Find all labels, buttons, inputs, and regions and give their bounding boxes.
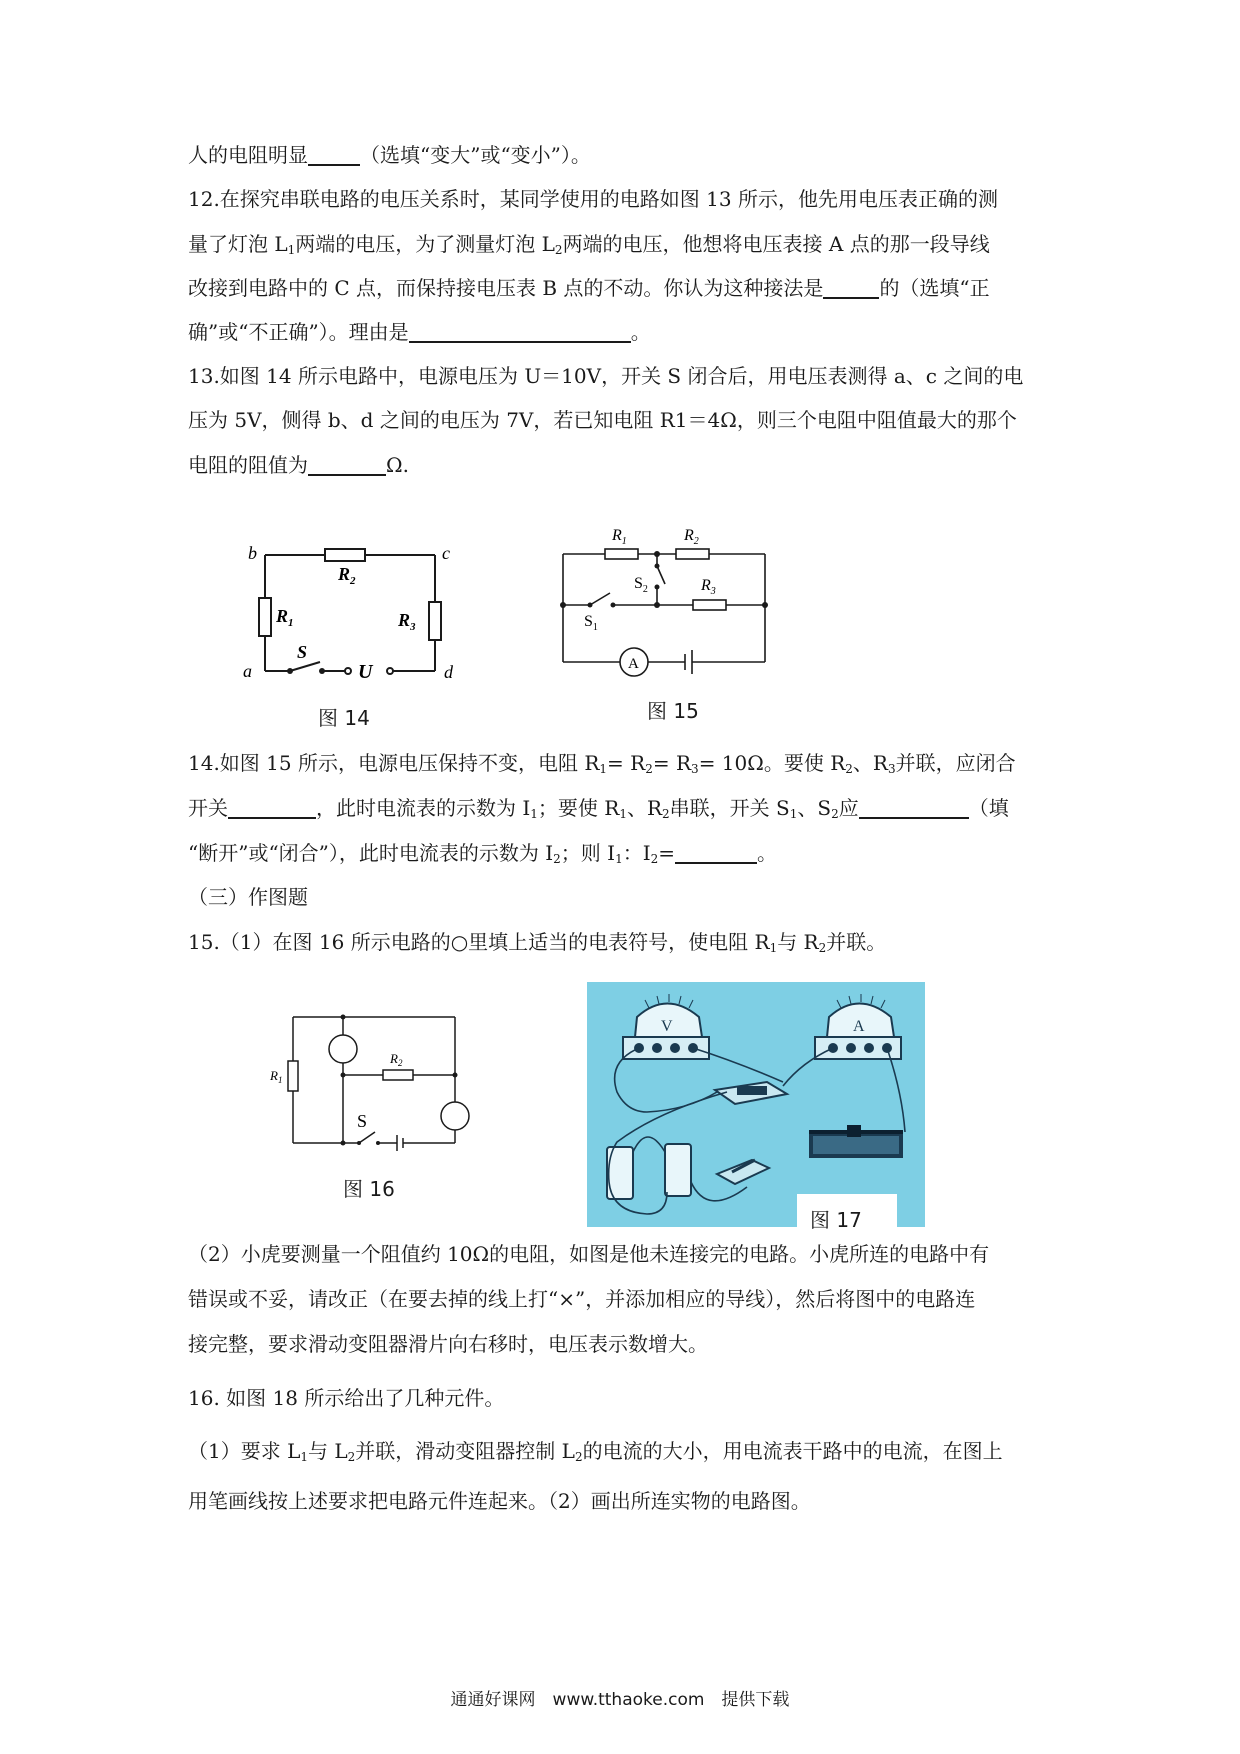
subscript: 3 [691, 762, 699, 776]
text: ，此时电流表的示数为 I [316, 796, 531, 820]
text: 并联，滑动变阻器控制 L [355, 1439, 575, 1463]
text: 开关 [188, 796, 228, 820]
text: 人的电阻明显 [188, 143, 308, 167]
subscript: 2 [554, 243, 563, 257]
answer-blank[interactable] [308, 454, 386, 476]
text: 、R [852, 751, 888, 775]
figure-17-caption: 图 17 [810, 1208, 862, 1232]
text: （1）要求 L [188, 1439, 301, 1463]
answer-blank[interactable] [859, 797, 969, 819]
question-12-line-1 [188, 184, 998, 214]
figure-14-circuit [240, 540, 460, 680]
text: 压为 5V，侧得 b、d 之间的电压为 7V，若已知电阻 R1＝4Ω，则三个电阻中阻值最大的那个 [188, 408, 1017, 432]
subscript: 1 [789, 807, 798, 821]
question-16-line-1 [188, 1383, 504, 1413]
text: 电阻的阻值为 [188, 453, 308, 477]
subscript: 1 [599, 762, 608, 776]
label-u: U [358, 661, 373, 680]
label-r3: $R_3$ [398, 610, 416, 633]
label-s1: $S_1$ [584, 613, 598, 633]
svg-text:V: V [661, 1018, 673, 1035]
text: 两端的电压，为了测量灯泡 L [295, 232, 555, 256]
answer-blank[interactable] [675, 842, 757, 864]
text: 错误或不妥，请改正（在要去掉的线上打“×”，并添加相应的导线），然后将图中的电路连 [188, 1287, 976, 1311]
node-label-d: d [444, 662, 453, 680]
ammeter-label: A [628, 656, 639, 672]
text: （2）小虎要测量一个阻值约 10Ω的电阻，如图是他未连接完的电路。小虎所连的电路中有 [188, 1242, 990, 1266]
subscript: 2 [347, 1450, 356, 1464]
question-15-line-1 [188, 927, 886, 963]
figure-15-circuit [555, 520, 780, 680]
node-label-c: c [442, 543, 450, 563]
subscript: 2 [662, 807, 670, 821]
subscript: 1 [287, 243, 296, 257]
text: 量了灯泡 L [188, 232, 288, 256]
subscript: 2 [831, 807, 839, 821]
text: 13.如图 14 所示电路中，电源电压为 U＝10V，开关 S 闭合后，用电压表测得 a、c 之间的电 [188, 364, 1024, 388]
question-14-line-3 [188, 838, 777, 874]
figure-17-picture [587, 982, 925, 1227]
svg-text:A: A [853, 1018, 865, 1035]
text: 并联。 [826, 930, 887, 954]
section-heading [188, 882, 308, 912]
text: 接完整，要求滑动变阻器滑片向右移时，电压表示数增大。 [188, 1332, 708, 1356]
answer-blank[interactable] [308, 144, 360, 166]
text: 两端的电压，他想将电压表接 A 点的那一段导线 [562, 232, 990, 256]
text: 15.（1）在图 16 所示电路的○里填上适当的电表符号，使电阻 R [188, 930, 770, 954]
figure-16-circuit [265, 1005, 485, 1160]
subscript: 1 [769, 941, 778, 955]
question-13-line-1 [188, 361, 1023, 391]
subscript: 3 [887, 762, 896, 776]
text: 确”或“不正确”）。理由是 [188, 320, 409, 344]
subscript: 1 [615, 852, 623, 866]
question-14-line-1 [188, 748, 1016, 784]
figure-15-caption: 图 15 [647, 699, 699, 723]
text: 的电流的大小，用电流表干路中的电流，在图上 [582, 1439, 1003, 1463]
label-r2: $R_2$ [390, 1051, 403, 1068]
text: = R [607, 751, 646, 775]
subscript: 2 [845, 762, 853, 776]
question-13-line-3 [188, 450, 409, 480]
subscript: 1 [619, 807, 627, 821]
text: 与 R [777, 930, 819, 954]
text: ；要使 R [537, 796, 620, 820]
text: （填 [968, 796, 1009, 820]
figure-16-caption: 图 16 [343, 1177, 395, 1201]
question-12-line-3 [188, 273, 990, 303]
text: ；则 I [560, 841, 616, 865]
subscript: 2 [650, 852, 659, 866]
text: 并联，应闭合 [895, 751, 1016, 775]
text: = 10Ω。要使 R [698, 751, 846, 775]
label-r1: $R_1$ [612, 527, 627, 547]
text-line [188, 140, 591, 170]
node-label-b: b [248, 543, 257, 563]
text: 16. 如图 18 所示给出了几种元件。 [188, 1386, 505, 1410]
label-s: S [357, 1111, 368, 1131]
text: 。 [630, 320, 651, 344]
text: 。 [757, 841, 778, 865]
text: 串联，开关 S [669, 796, 790, 820]
text: = [658, 841, 676, 865]
question-12-line-4 [188, 317, 651, 347]
subscript: 2 [818, 941, 827, 955]
label-r3: $R_3$ [701, 577, 716, 597]
label-s2: $S_2$ [634, 575, 648, 595]
label-s: S [297, 642, 308, 662]
text: ：I [622, 841, 651, 865]
text: “断开”或“闭合”），此时电流表的示数为 I [188, 841, 554, 865]
page-footer: 通通好课网 www.tthaoke.com 提供下载 [450, 1690, 790, 1710]
text: 12.在探究串联电路的电压关系时，某同学使用的电路如图 13 所示，他先用电压表正确的测 [188, 187, 998, 211]
label-r1: $R_1$ [270, 1068, 283, 1085]
node-label-a: a [243, 661, 252, 680]
text: （三）作图题 [188, 885, 308, 909]
subscript: 2 [645, 762, 653, 776]
text: 、S [797, 796, 832, 820]
answer-blank[interactable] [823, 277, 879, 299]
text: 应 [838, 796, 859, 820]
question-16-line-3 [188, 1486, 811, 1516]
text: 与 L [308, 1439, 348, 1463]
question-15-2-line-3 [188, 1329, 708, 1359]
label-r2: $R_2$ [684, 527, 699, 547]
label-r2: $R_2$ [338, 564, 356, 587]
question-14-line-2 [188, 793, 1009, 829]
text: （选填“变大”或“变小”）。 [360, 143, 591, 167]
subscript: 2 [553, 852, 561, 866]
subscript: 1 [530, 807, 538, 821]
subscript: 2 [574, 1450, 583, 1464]
text: 改接到电路中的 C 点，而保持接电压表 B 点的不动。你认为这种接法是 [188, 276, 824, 300]
text: = R [652, 751, 692, 775]
question-13-line-2 [188, 405, 1017, 435]
text: 、R [626, 796, 663, 820]
answer-blank[interactable] [228, 797, 316, 819]
figure-14-caption: 图 14 [318, 706, 370, 730]
label-r1: $R_1$ [276, 606, 294, 629]
text: 用笔画线按上述要求把电路元件连起来。（2）画出所连实物的电路图。 [188, 1489, 811, 1513]
answer-blank[interactable] [409, 321, 631, 343]
text: 14.如图 15 所示，电源电压保持不变，电阻 R [188, 751, 600, 775]
text: Ω. [386, 453, 409, 477]
question-12-line-2 [188, 229, 990, 265]
question-15-2-line-2 [188, 1284, 975, 1314]
subscript: 1 [300, 1450, 309, 1464]
question-16-line-2 [188, 1436, 1003, 1472]
question-15-2-line-1 [188, 1239, 989, 1269]
text: 的（选填“正 [879, 276, 990, 300]
